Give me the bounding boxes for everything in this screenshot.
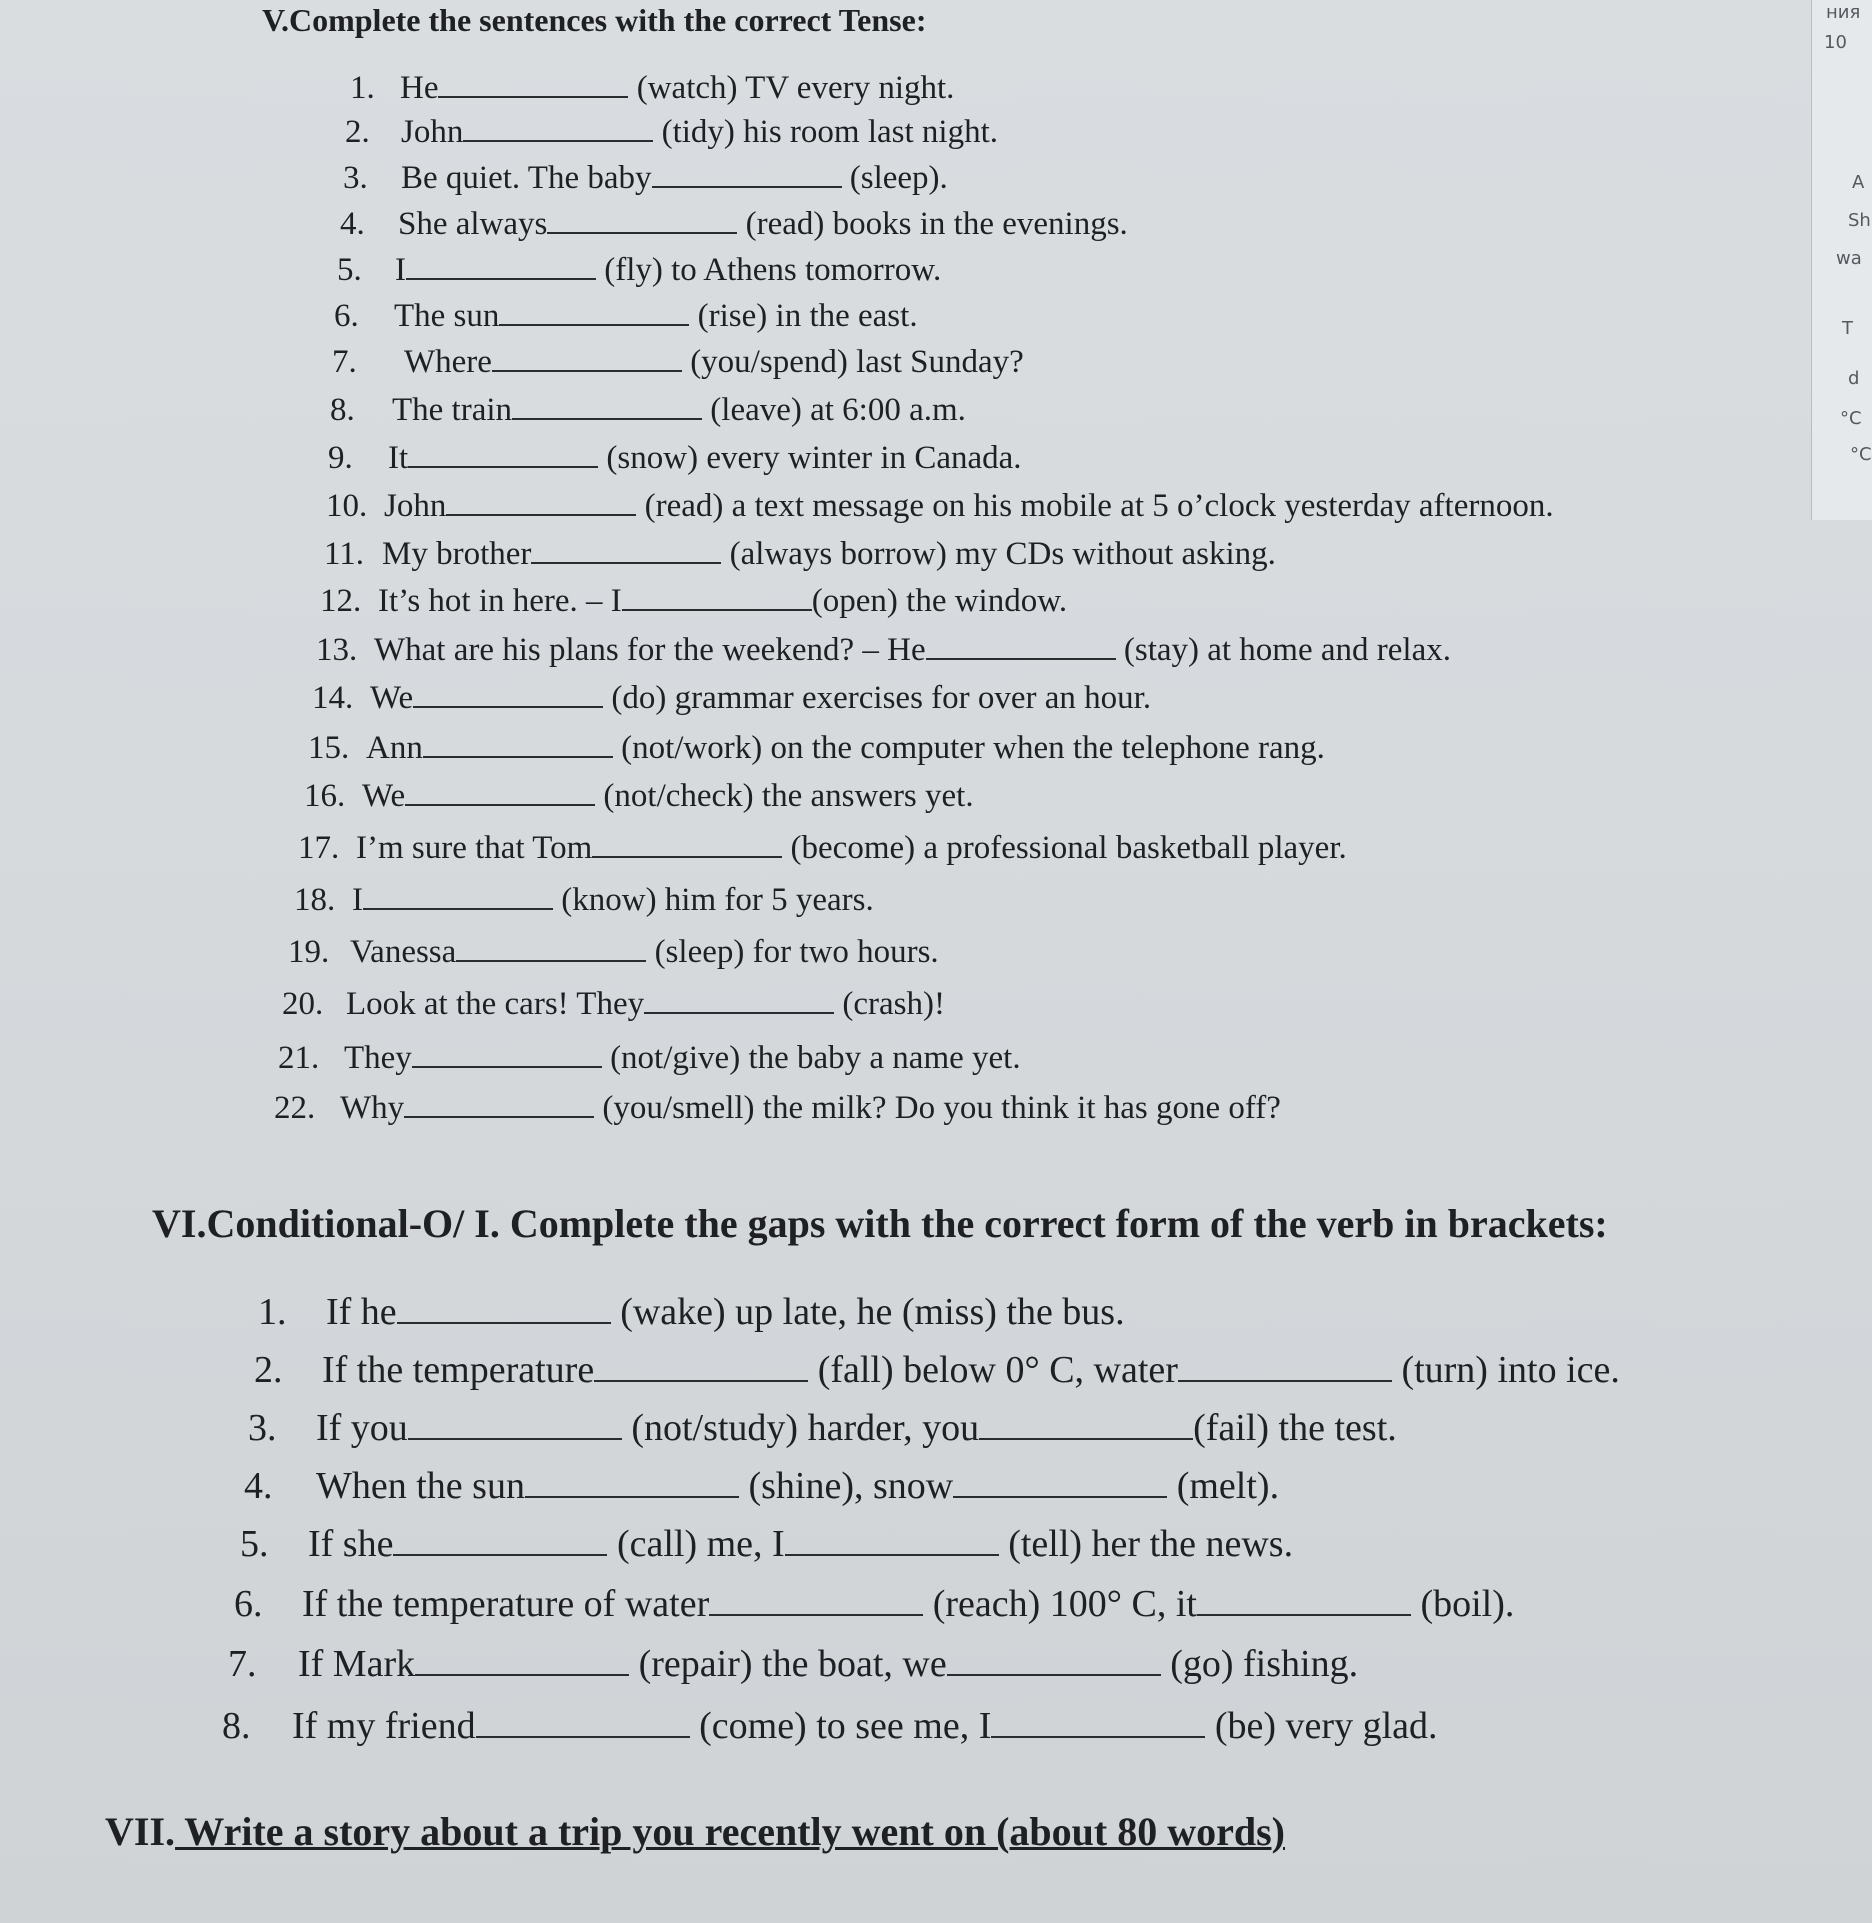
answer-blank[interactable] — [709, 1594, 923, 1616]
answer-blank[interactable] — [644, 992, 834, 1014]
answer-blank[interactable] — [785, 1534, 999, 1556]
answer-blank[interactable] — [592, 836, 782, 858]
list-item: 6. If the temperature of water (reach) 100° C, it (boil). — [234, 1583, 1515, 1625]
list-item: 19. Vanessa (sleep) for two hours. — [288, 934, 939, 970]
list-item: 7. If Mark (repair) the boat, we (go) fishing. — [228, 1643, 1359, 1685]
list-item: 5. I (fly) to Athens tomorrow. — [337, 252, 942, 288]
list-item: 13. What are his plans for the weekend? – He (stay) at home and relax. — [316, 632, 1451, 668]
answer-blank[interactable] — [492, 350, 682, 372]
answer-blank[interactable] — [423, 736, 613, 758]
answer-blank[interactable] — [476, 1716, 690, 1738]
list-item: 2. John (tidy) his room last night. — [345, 114, 998, 150]
answer-blank[interactable] — [499, 304, 689, 326]
list-item: 11. My brother (always borrow) my CDs without asking. — [324, 536, 1276, 572]
answer-blank[interactable] — [415, 1654, 629, 1676]
edge-text: ния — [1826, 2, 1861, 23]
list-item: 7. Where (you/spend) last Sunday? — [332, 344, 1024, 380]
list-item: 22. Why (you/smell) the milk? Do you think it has gone off? — [274, 1090, 1281, 1126]
list-item: 9. It (snow) every winter in Canada. — [328, 440, 1022, 476]
list-item: 17. I’m sure that Tom (become) a professional basketball player. — [298, 830, 1347, 866]
list-item: 5. If she (call) me, I (tell) her the news. — [240, 1523, 1294, 1565]
answer-blank[interactable] — [412, 1046, 602, 1068]
answer-blank[interactable] — [953, 1476, 1167, 1498]
list-item: 1. He (watch) TV every night. — [350, 70, 955, 106]
edge-text: A — [1852, 172, 1865, 193]
answer-blank[interactable] — [1197, 1594, 1411, 1616]
list-item: 20. Look at the cars! They (crash)! — [282, 986, 945, 1022]
adjacent-page-edge — [1811, 0, 1872, 520]
answer-blank[interactable] — [652, 166, 842, 188]
list-item: 14. We (do) grammar exercises for over an hour. — [312, 680, 1152, 716]
answer-blank[interactable] — [926, 638, 1116, 660]
answer-blank[interactable] — [397, 1302, 611, 1324]
answer-blank[interactable] — [456, 940, 646, 962]
edge-text: d — [1848, 368, 1860, 389]
answer-blank[interactable] — [512, 398, 702, 420]
list-item: 8. The train (leave) at 6:00 a.m. — [330, 392, 966, 428]
list-item: 4. She always (read) books in the evenings. — [340, 206, 1128, 242]
edge-text: °C — [1840, 408, 1862, 429]
answer-blank[interactable] — [463, 120, 653, 142]
section-vii-heading: Write a story about a trip you recently went on (about 80 words) — [175, 1809, 1285, 1854]
answer-blank[interactable] — [547, 212, 737, 234]
list-item: 12. It’s hot in here. – I (open) the window. — [320, 583, 1068, 619]
answer-blank[interactable] — [406, 258, 596, 280]
list-item: 15. Ann (not/work) on the computer when the telephone rang. — [308, 730, 1325, 766]
list-item: 1. If he (wake) up late, he (miss) the bus. — [258, 1291, 1125, 1333]
answer-blank[interactable] — [947, 1654, 1161, 1676]
section-vi-title: VI.Conditional-O/ I. Complete the gaps with the correct form of the verb in brackets: — [152, 1201, 1608, 1246]
answer-blank[interactable] — [525, 1476, 739, 1498]
list-item: 18. I (know) him for 5 years. — [294, 882, 874, 918]
edge-text: wa — [1836, 248, 1862, 269]
edge-text: T — [1842, 318, 1853, 339]
answer-blank[interactable] — [363, 888, 553, 910]
answer-blank[interactable] — [991, 1716, 1205, 1738]
answer-blank[interactable] — [979, 1418, 1193, 1440]
answer-blank[interactable] — [594, 1360, 808, 1382]
edge-text: Sh — [1848, 210, 1871, 231]
answer-blank[interactable] — [408, 1418, 622, 1440]
list-item: 16. We (not/check) the answers yet. — [304, 778, 974, 814]
list-item: 2. If the temperature (fall) below 0° C, water (turn) into ice. — [254, 1349, 1620, 1391]
list-item: 8. If my friend (come) to see me, I (be) very glad. — [222, 1705, 1438, 1747]
answer-blank[interactable] — [622, 589, 812, 611]
section-v-title: V.Complete the sentences with the correct Tense: — [262, 2, 927, 38]
edge-text: °C — [1850, 444, 1872, 465]
answer-blank[interactable] — [531, 542, 721, 564]
answer-blank[interactable] — [413, 686, 603, 708]
list-item: 10. John (read) a text message on his mobile at 5 o’clock yesterday afternoon. — [326, 488, 1554, 524]
list-item: 3. If you (not/study) harder, you (fail) the test. — [248, 1407, 1397, 1449]
section-vii-prefix: VII. — [105, 1809, 176, 1854]
edge-text: 10 — [1824, 32, 1847, 53]
answer-blank[interactable] — [408, 446, 598, 468]
answer-blank[interactable] — [1178, 1360, 1392, 1382]
answer-blank[interactable] — [438, 76, 628, 98]
answer-blank[interactable] — [405, 784, 595, 806]
answer-blank[interactable] — [393, 1534, 607, 1556]
section-vii-title — [105, 1808, 1285, 1855]
list-item: 4. When the sun (shine), snow (melt). — [244, 1465, 1280, 1507]
answer-blank[interactable] — [446, 494, 636, 516]
list-item: 21. They (not/give) the baby a name yet. — [278, 1040, 1021, 1076]
answer-blank[interactable] — [404, 1096, 594, 1118]
list-item: 3. Be quiet. The baby (sleep). — [343, 160, 948, 196]
list-item: 6. The sun (rise) in the east. — [334, 298, 918, 334]
